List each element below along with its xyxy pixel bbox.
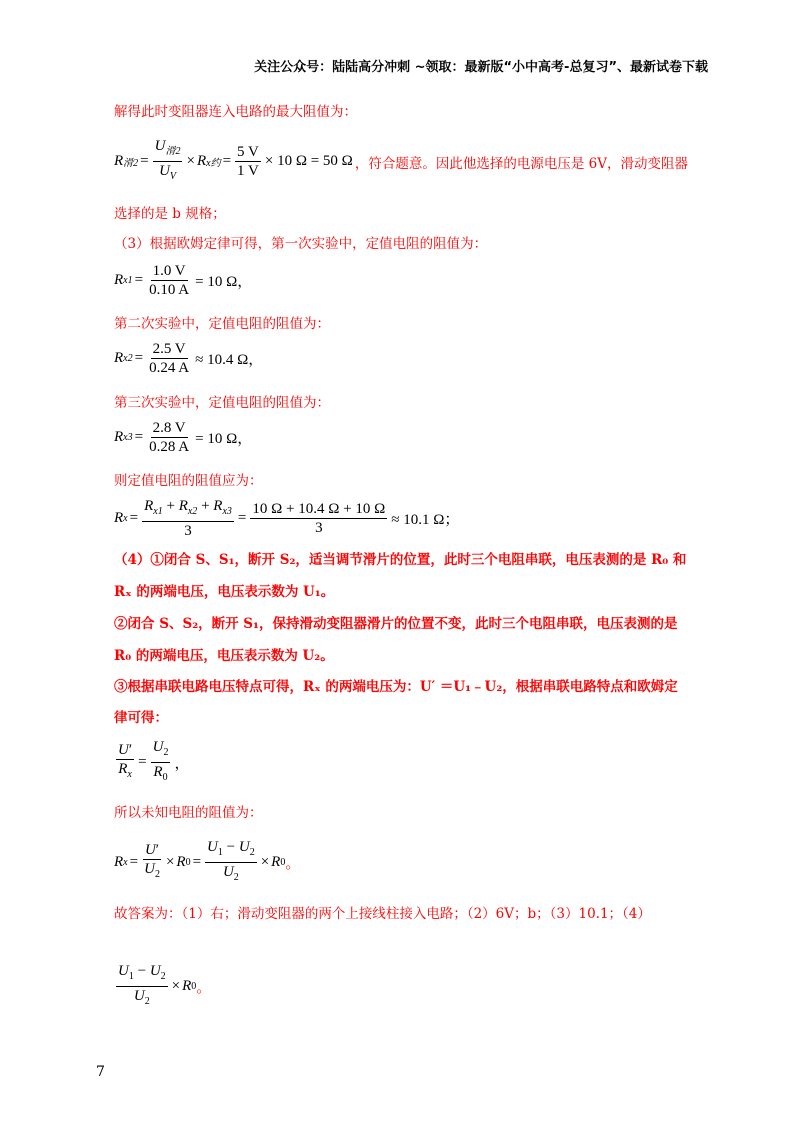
text-line: 故答案为：（1）右；滑动变阻器的两个上接线柱接入电路；（2）6V；b；（3）10.1；（4） <box>114 906 651 922</box>
formula-r-slide: R 滑2 = $\frac{U_{滑2}}{U_V}$ × R x约 = $\frac{5 V}{1 V}$ × 10 Ω = 50 Ω ，符合题意。因此他选择的电源电压是 6V，滑动变阻器 <box>114 138 688 182</box>
text-line: Rₓ 的两端电压，电压表示数为 U₁。 <box>114 584 335 600</box>
text-line: 律可得： <box>114 710 168 726</box>
text-line: R₀ 的两端电压，电压表示数为 U₂。 <box>114 648 334 664</box>
formula-rx3: R x3 = $\frac{2.8 V}{0.28 A}$ = 10 Ω， <box>114 420 253 455</box>
page-header: 关注公众号：陆陆高分冲刺 ~领取：最新版“小中高考-总复习”、最新试卷下载 <box>254 60 708 75</box>
formula-rx2: R x2 = $\frac{2.5 V}{0.24 A}$ ≈ 10.4 Ω， <box>114 341 264 376</box>
formula-rx-avg: R x = $\frac{R_{x1} + R_{x2} + R_{x3}}{3}$ = $\frac{10 \Omega + 10.4 \Omega + 10 \Omega}{3}$ ≈ 10.1 Ω； <box>114 498 460 539</box>
page-number: 7 <box>96 1064 105 1080</box>
text-line: 第二次实验中，定值电阻的阻值为： <box>114 316 330 332</box>
text-line: 第三次实验中，定值电阻的阻值为： <box>114 395 330 411</box>
formula-rx1: R x1 = $\frac{1.0 V}{0.10 A}$ = 10 Ω， <box>114 263 253 298</box>
formula-answer: $\frac{U_1 - U_2}{U_2}$ × R 0 。 <box>118 963 212 1007</box>
formula-rx-final: R x = $\frac{U'}{U_2}$ × R 0 = $\frac{U_1 - U_2}{U_2}$ × R 0 。 <box>114 839 301 883</box>
text-line: ②闭合 S、S₂，断开 S₁，保持滑动变阻器滑片的位置不变，此时三个电阻串联，电压表测的是 <box>114 616 678 632</box>
text-line: 所以未知电阻的阻值为： <box>114 805 263 821</box>
text-line: （3）根据欧姆定律可得，第一次实验中，定值电阻的阻值为： <box>114 236 488 252</box>
text-line: 则定值电阻的阻值应为： <box>114 473 263 489</box>
text-line: 解得此时变阻器连入电路的最大阻值为： <box>114 104 357 120</box>
text-line: 选择的是 b 规格； <box>114 206 226 222</box>
formula-ratio: $\frac{U'}{R_x}$ = $\frac{U_2}{R_0}$ ， <box>118 739 190 783</box>
text-line: （4）①闭合 S、S₁，断开 S₂，适当调节滑片的位置，此时三个电阻串联，电压表测的是 R₀ 和 <box>114 552 687 568</box>
text-line: ③根据串联电路电压特点可得，Rₓ 的两端电压为：U′ ＝U₁﹣U₂，根据串联电路特点和欧姆定 <box>114 679 678 695</box>
